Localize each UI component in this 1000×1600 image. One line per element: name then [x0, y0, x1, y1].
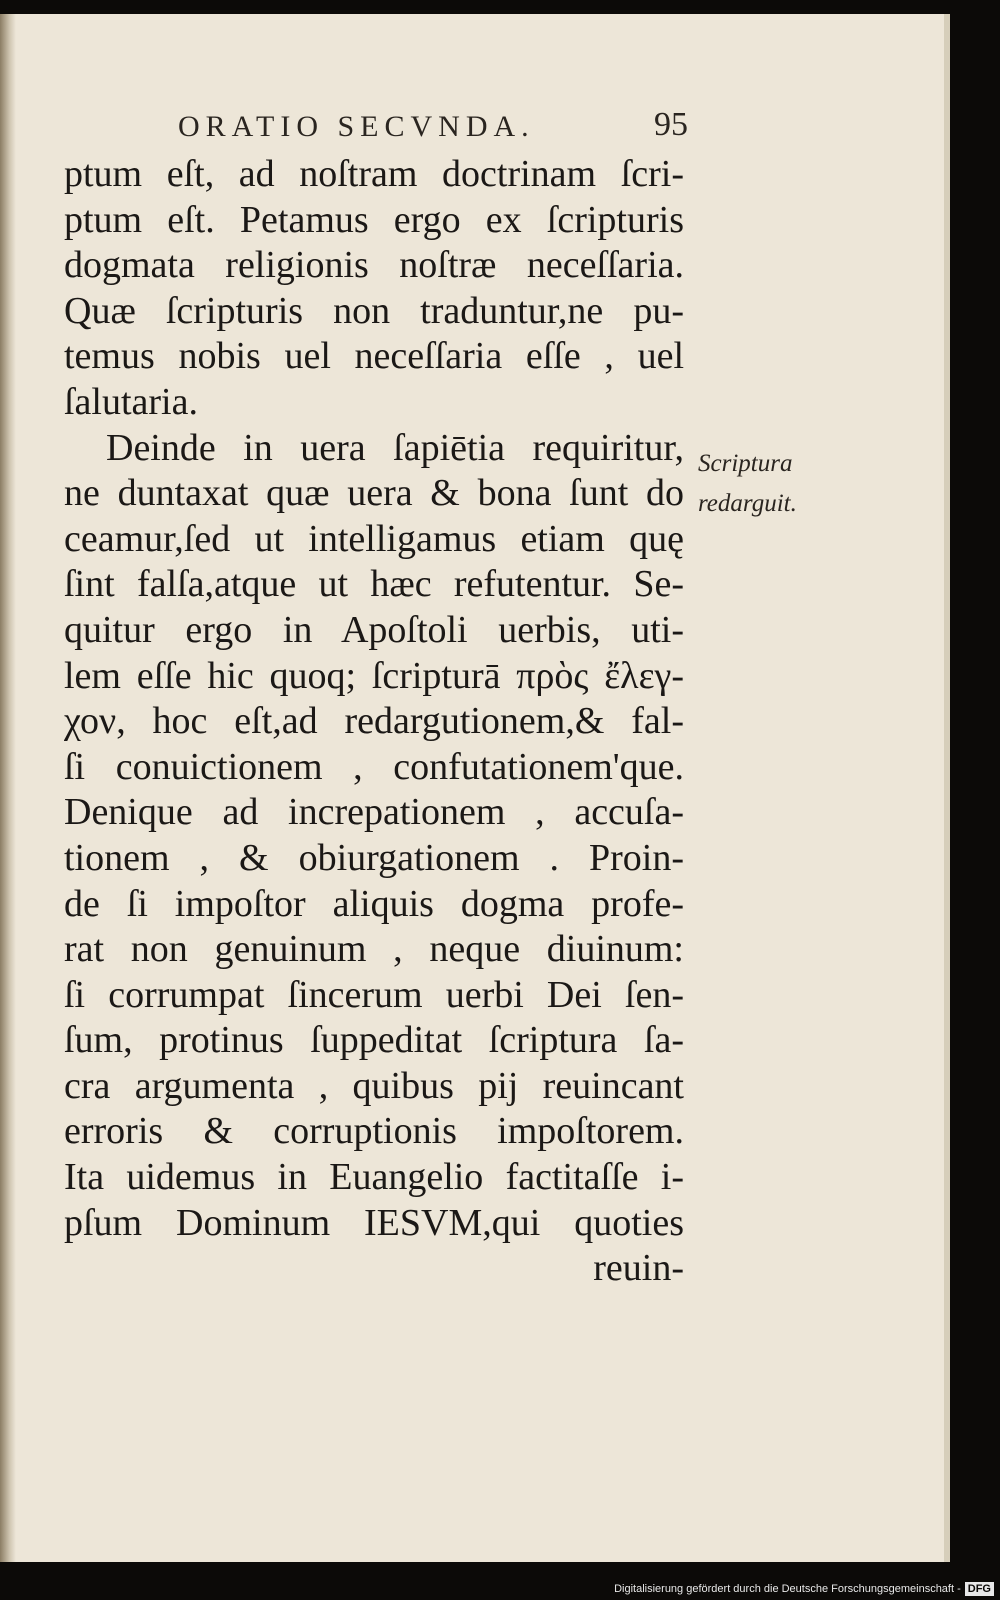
digitization-footer [0, 1578, 1000, 1600]
dfg-logo: DFG [965, 1582, 994, 1596]
text-line: ſint falſa,atque ut hæc refutentur. Se- [64, 563, 684, 606]
page-edge [944, 14, 950, 1562]
text-line: tionem , & obiurgationem . Proin- [64, 836, 684, 879]
text-line: temus nobis uel neceſſaria eſſe , uel [64, 335, 684, 378]
book-page [0, 14, 950, 1562]
text-line: quitur ergo in Apoſtoli uerbis, uti- [64, 608, 684, 651]
text-line: cra argumenta , quibus pij reuincant [64, 1064, 684, 1107]
page-gutter [0, 14, 16, 1562]
text-line: ſalutaria. [64, 380, 198, 423]
text-line: ceamur,ſed ut intelligamus etiam quę [64, 517, 684, 560]
page-number: 95 [654, 106, 688, 143]
footer-text: Digitalisierung gefördert durch die Deutsche Forschungsgemeinschaft - [614, 1583, 961, 1595]
text-line: Deinde in uera ſapiētia requiritur, [106, 426, 684, 469]
text-line: Ita uidemus in Euangelio factitaſſe i- [64, 1156, 684, 1199]
text-line: erroris & corruptionis impoſtorem. [64, 1110, 684, 1153]
text-line: lem eſſe hic quoq; ſcripturā πρὸς ἔλεγ- [64, 654, 684, 697]
text-line: ptum eſt, ad noſtram doctrinam ſcri- [64, 153, 684, 195]
body-text [64, 152, 684, 1292]
catchword: reuin- [593, 1247, 684, 1290]
text-line: rat non genuinum , neque diuinum: [64, 928, 684, 971]
running-title: ORATIO SECVNDA. [178, 110, 535, 143]
text-line: Denique ad increpationem , accuſa- [64, 791, 684, 834]
text-line: χον, hoc eſt,ad redargutionem,& fal- [64, 700, 684, 743]
text-line: ſi corrumpat ſincerum uerbi Dei ſen- [64, 973, 684, 1016]
text-line: pſum Dominum IESVM,qui quoties [64, 1201, 684, 1244]
text-line: ne duntaxat quæ uera & bona ſunt do [64, 472, 684, 515]
text-line: de ſi impoſtor aliquis dogma profe- [64, 882, 684, 925]
text-line: ſum, protinus ſuppeditat ſcriptura ſa- [64, 1019, 684, 1062]
text-line: ſi conuictionem , confutationem'que. [64, 745, 684, 788]
marginal-note [698, 444, 797, 524]
text-line: dogmata religionis noſtræ neceſſaria. [64, 244, 684, 287]
marginal-note-line: Scriptura [698, 450, 793, 477]
text-line: ptum eſt. Petamus ergo ex ſcripturis [64, 198, 684, 241]
text-line: Quæ ſcripturis non traduntur,ne pu- [64, 289, 684, 332]
marginal-note-line: redarguit. [698, 490, 797, 517]
running-header [178, 102, 698, 148]
